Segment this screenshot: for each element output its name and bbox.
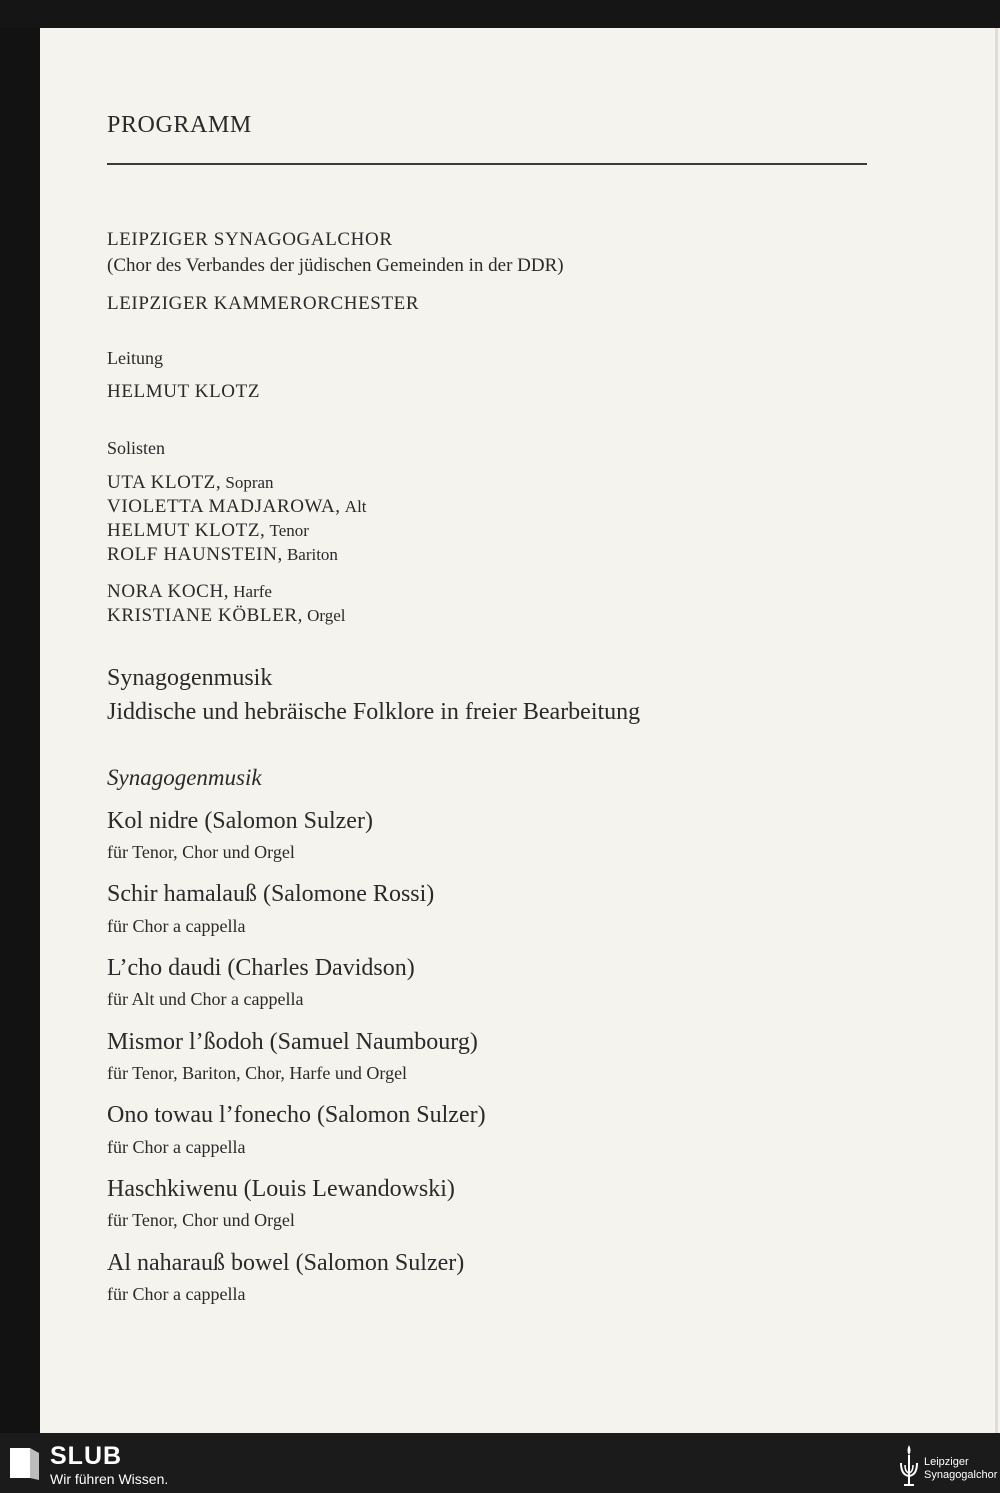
piece-title: Al naharauß bowel (Salomon Sulzer) [107, 1250, 465, 1276]
instrumentalist-role: Harfe [233, 582, 272, 601]
soloist-role: Alt [344, 497, 367, 516]
footer-bar [0, 1433, 1000, 1493]
piece-scoring: für Tenor, Chor und Orgel [107, 842, 295, 862]
soloist-role: Sopran [225, 473, 274, 492]
piece-title: Haschkiwenu (Louis Lewandowski) [107, 1176, 455, 1202]
soloist-name: UTA KLOTZ [107, 472, 216, 493]
instrumentalist-name: KRISTIANE KÖBLER [107, 605, 298, 626]
heading-rule [107, 163, 867, 165]
orchestra-name: LEIPZIGER KAMMERORCHESTER [107, 293, 420, 314]
piece-scoring: für Chor a cappella [107, 1137, 246, 1157]
piece-scoring: für Tenor, Bariton, Chor, Harfe und Orgel [107, 1063, 408, 1083]
piece-title: Schir hamalauß (Salomone Rossi) [107, 881, 435, 907]
program-page [40, 28, 1000, 1433]
soloist-line: UTA KLOTZ, Sopran [107, 472, 274, 493]
instrumentalist-line: KRISTIANE KÖBLER, Orgel [107, 605, 346, 626]
piece-title: L’cho daudi (Charles Davidson) [107, 955, 415, 981]
soloist-line: ROLF HAUNSTEIN, Bariton [107, 544, 338, 565]
soloist-line: HELMUT KLOTZ, Tenor [107, 520, 309, 541]
slub-logo-icon [10, 1446, 40, 1480]
soloist-role: Tenor [269, 521, 309, 540]
collection-line: Leipziger [924, 1456, 969, 1468]
overview-line: Synagogenmusik [107, 665, 273, 691]
overview-line: Jiddische und hebräische Folklore in freier Bearbeitung [107, 699, 641, 725]
collection-label [924, 1456, 997, 1482]
soloist-name: VIOLETTA MADJAROWA [107, 496, 336, 517]
conductor-label: Leitung [107, 348, 163, 368]
scan-border-top [0, 0, 1000, 28]
piece-scoring: für Chor a cappella [107, 1284, 246, 1304]
page-heading: PROGRAMM [107, 112, 252, 138]
piece-scoring: für Chor a cappella [107, 916, 246, 936]
instrumentalist-line: NORA KOCH, Harfe [107, 581, 272, 602]
piece-scoring: für Tenor, Chor und Orgel [107, 1210, 295, 1230]
piece-title: Mismor l’ßodoh (Samuel Naumbourg) [107, 1029, 478, 1055]
soloist-role: Bariton [286, 545, 338, 564]
soloist-name: HELMUT KLOTZ [107, 520, 261, 541]
collection-line: Synagogalchor [924, 1469, 998, 1481]
choir-note: (Chor des Verbandes der jüdischen Gemeinden in der DDR) [107, 255, 564, 276]
menorah-icon [898, 1443, 920, 1487]
library-name: SLUB [50, 1442, 123, 1470]
piece-title: Kol nidre (Salomon Sulzer) [107, 808, 373, 834]
soloist-line: VIOLETTA MADJAROWA, Alt [107, 496, 367, 517]
conductor-name: HELMUT KLOTZ [107, 381, 261, 402]
instrumentalist-role: Orgel [307, 606, 346, 625]
scan-border-left [0, 28, 40, 1433]
section-title: Synagogenmusik [107, 765, 262, 790]
soloists-label: Solisten [107, 438, 166, 458]
instrumentalist-name: NORA KOCH [107, 581, 224, 602]
library-tagline: Wir führen Wissen. [50, 1471, 169, 1487]
piece-title: Ono towau l’fonecho (Salomon Sulzer) [107, 1102, 486, 1128]
soloist-name: ROLF HAUNSTEIN [107, 544, 278, 565]
page-fold-edge [995, 28, 998, 1433]
piece-scoring: für Alt und Chor a cappella [107, 989, 304, 1009]
choir-name: LEIPZIGER SYNAGOGALCHOR [107, 229, 393, 250]
